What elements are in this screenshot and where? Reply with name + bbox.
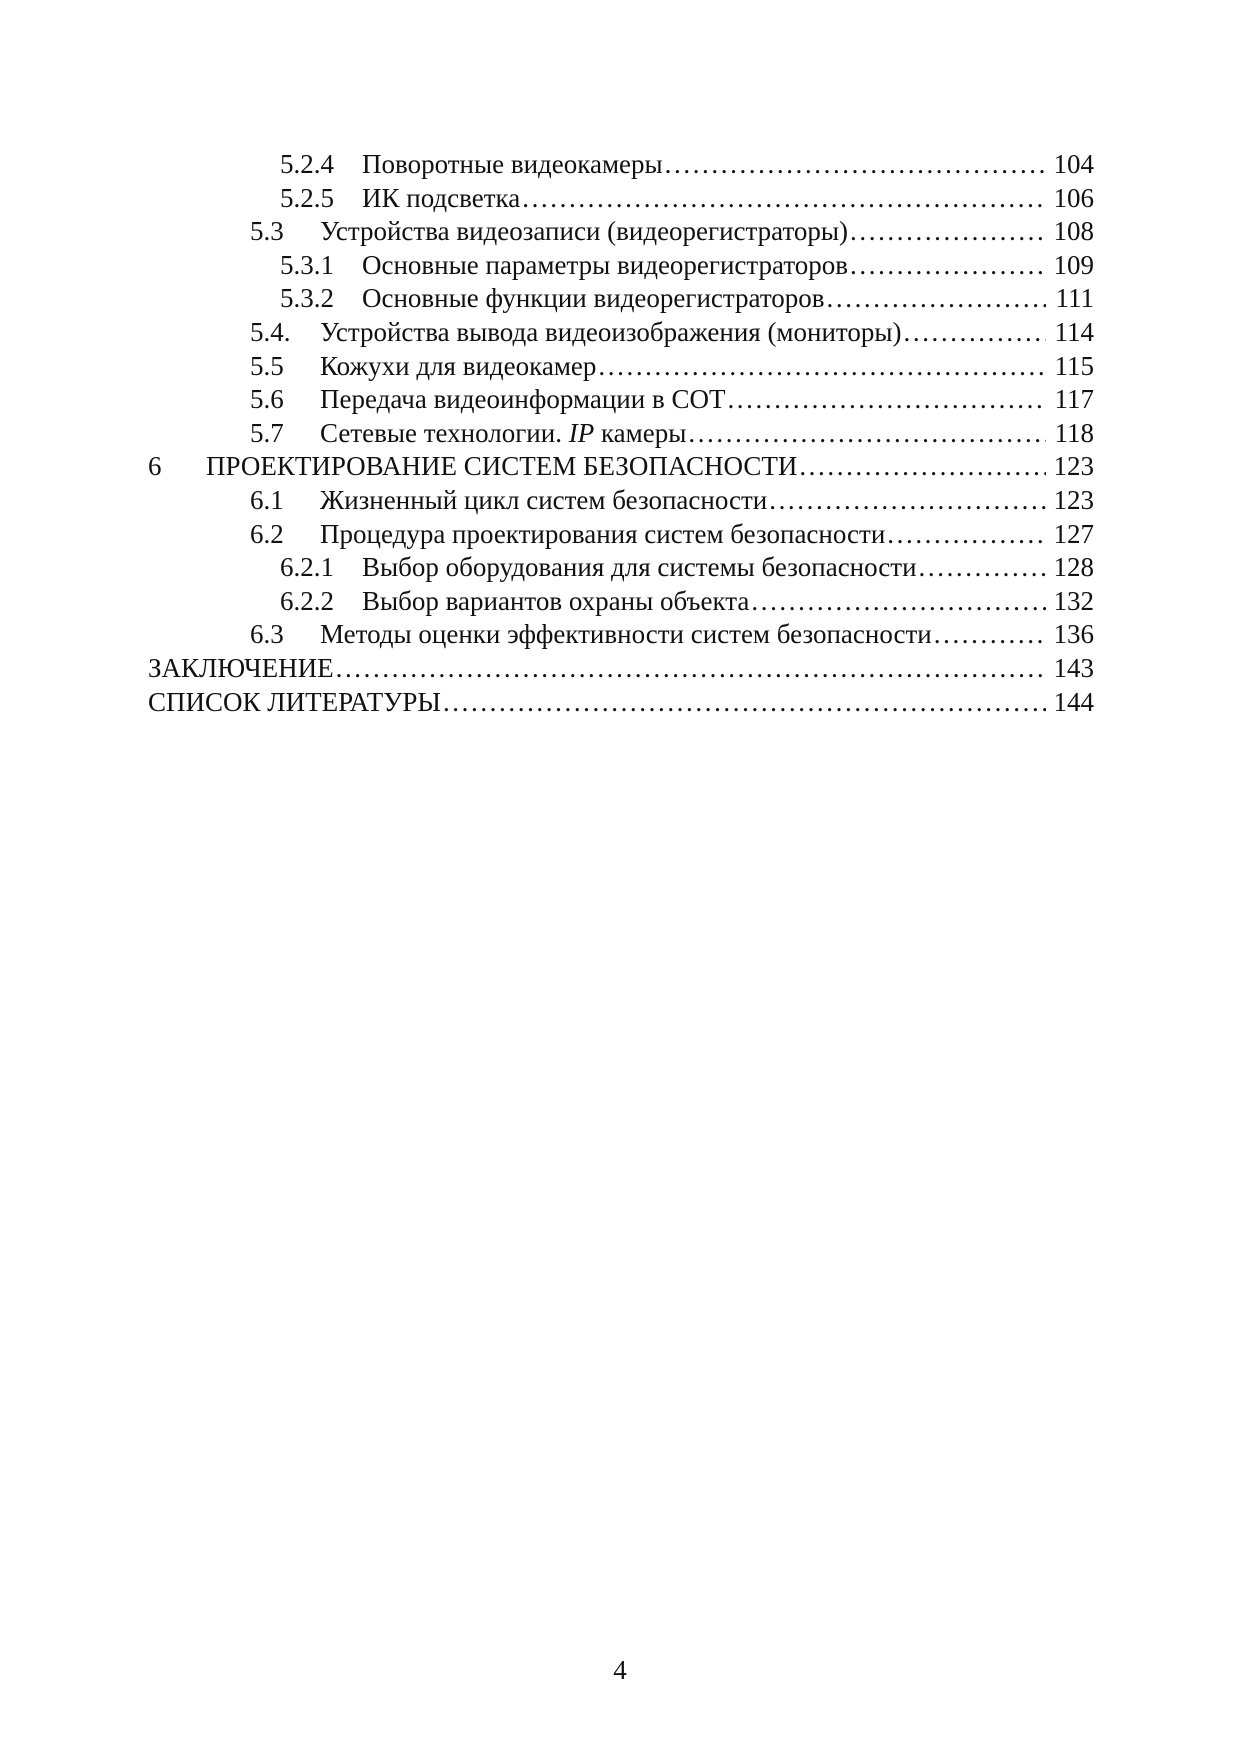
dot-leader bbox=[727, 383, 1046, 417]
toc-entry-title: ЗАКЛЮЧЕНИЕ bbox=[148, 652, 334, 683]
toc-entry-title: Передача видеоинформации в СОТ bbox=[320, 384, 726, 415]
toc-entry-page: 128 bbox=[1053, 552, 1094, 583]
dot-leader bbox=[904, 316, 1047, 350]
table-of-contents bbox=[148, 148, 1094, 719]
toc-entry-number: 6.1 bbox=[250, 484, 284, 515]
toc-entry[interactable] bbox=[148, 551, 1094, 585]
dot-leader bbox=[827, 282, 1046, 316]
toc-entry-page: 123 bbox=[1053, 484, 1094, 515]
toc-entry[interactable] bbox=[148, 450, 1094, 484]
toc-entry-title: ИК подсветка bbox=[362, 182, 521, 213]
toc-entry-page: 132 bbox=[1053, 585, 1094, 616]
toc-entry[interactable] bbox=[148, 618, 1094, 652]
toc-entry[interactable] bbox=[148, 652, 1094, 686]
toc-entry[interactable] bbox=[148, 249, 1094, 283]
toc-entry-page: 143 bbox=[1053, 652, 1094, 683]
toc-entry-number: 6 bbox=[148, 451, 162, 482]
toc-entry-title: Поворотные видеокамеры bbox=[362, 149, 663, 179]
toc-entry-title: Основные параметры видеорегистраторов bbox=[362, 249, 849, 280]
toc-entry-page: 111 bbox=[1055, 283, 1094, 314]
toc-entry-title-prefix: Сетевые технологии. bbox=[320, 417, 569, 448]
toc-entry-title: СПИСОК ЛИТЕРАТУРЫ bbox=[148, 686, 441, 717]
toc-entry[interactable] bbox=[148, 316, 1094, 350]
toc-entry-number: 6.2.1 bbox=[280, 552, 334, 583]
toc-entry-title: ПРОЕКТИРОВАНИЕ СИСТЕМ БЕЗОПАСНОСТИ bbox=[206, 451, 798, 482]
dot-leader bbox=[934, 618, 1046, 652]
dot-leader bbox=[598, 350, 1046, 384]
toc-entry-title: Выбор вариантов охраны объекта bbox=[362, 585, 750, 616]
toc-entry[interactable] bbox=[148, 417, 1094, 451]
toc-entry[interactable] bbox=[148, 484, 1094, 518]
dot-leader bbox=[336, 652, 1046, 686]
toc-entry-number: 5.3.2 bbox=[280, 283, 334, 314]
toc-entry-title: Основные функции видеорегистраторов bbox=[362, 283, 825, 314]
toc-entry-title: Методы оценки эффективности систем безопасности bbox=[320, 619, 932, 650]
dot-leader bbox=[887, 518, 1046, 552]
toc-entry-title: Устройства видеозаписи (видеорегистраторы) bbox=[320, 216, 849, 247]
toc-entry-number: 5.2.4 bbox=[280, 149, 334, 179]
toc-entry-title-suffix: камеры bbox=[594, 417, 687, 448]
page-number: 4 bbox=[613, 1655, 627, 1685]
toc-entry[interactable] bbox=[148, 215, 1094, 249]
dot-leader bbox=[688, 417, 1046, 451]
toc-entry-page: 117 bbox=[1054, 384, 1094, 415]
toc-entry-title-italic: IP bbox=[568, 417, 595, 448]
toc-entry-page: 118 bbox=[1054, 417, 1094, 448]
toc-entry-number: 6.3 bbox=[250, 619, 284, 650]
toc-entry[interactable] bbox=[148, 350, 1094, 384]
dot-leader bbox=[443, 686, 1046, 720]
toc-entry-page: 114 bbox=[1054, 316, 1094, 347]
toc-entry-page: 108 bbox=[1053, 216, 1094, 247]
toc-entry-page: 104 bbox=[1053, 149, 1094, 179]
toc-entry-page: 106 bbox=[1053, 182, 1094, 213]
dot-leader bbox=[850, 215, 1046, 249]
toc-entry-title: Кожухи для видеокамер bbox=[320, 350, 597, 381]
toc-entry-page: 109 bbox=[1053, 249, 1094, 280]
toc-entry[interactable] bbox=[148, 686, 1094, 720]
toc-entry-page: 127 bbox=[1053, 518, 1094, 549]
toc-entry-number: 5.3 bbox=[250, 216, 284, 247]
toc-entry[interactable] bbox=[148, 518, 1094, 552]
toc-entry-page: 115 bbox=[1054, 350, 1094, 381]
toc-entry-number: 5.4. bbox=[250, 316, 291, 347]
dot-leader bbox=[850, 249, 1046, 283]
dot-leader bbox=[799, 450, 1046, 484]
toc-entry-title: Выбор оборудования для системы безопасности bbox=[362, 552, 917, 583]
dot-leader bbox=[751, 585, 1046, 619]
toc-entry-number: 5.3.1 bbox=[280, 249, 334, 280]
dot-leader bbox=[522, 182, 1046, 216]
toc-entry-number: 5.5 bbox=[250, 350, 284, 381]
toc-entry[interactable] bbox=[148, 585, 1094, 619]
toc-entry[interactable] bbox=[148, 148, 1094, 182]
toc-entry-number: 5.6 bbox=[250, 384, 284, 415]
toc-entry-title: Жизненный цикл систем безопасности bbox=[320, 484, 768, 515]
toc-entry-title bbox=[320, 417, 686, 451]
toc-entry[interactable] bbox=[148, 282, 1094, 316]
dot-leader bbox=[919, 551, 1046, 585]
toc-entry-title: Устройства вывода видеоизображения (мониторы) bbox=[320, 316, 902, 347]
toc-entry-page: 136 bbox=[1053, 619, 1094, 650]
toc-entry[interactable] bbox=[148, 383, 1094, 417]
toc-entry[interactable] bbox=[148, 182, 1094, 216]
toc-entry-number: 5.2.5 bbox=[280, 182, 334, 213]
toc-entry-number: 5.7 bbox=[250, 417, 284, 448]
toc-entry-number: 6.2 bbox=[250, 518, 284, 549]
toc-entry-page: 123 bbox=[1053, 451, 1094, 482]
dot-leader bbox=[665, 148, 1046, 182]
toc-entry-page: 144 bbox=[1053, 686, 1094, 717]
dot-leader bbox=[769, 484, 1046, 518]
toc-entry-title: Процедура проектирования систем безопасности bbox=[320, 518, 886, 549]
toc-entry-number: 6.2.2 bbox=[280, 585, 334, 616]
